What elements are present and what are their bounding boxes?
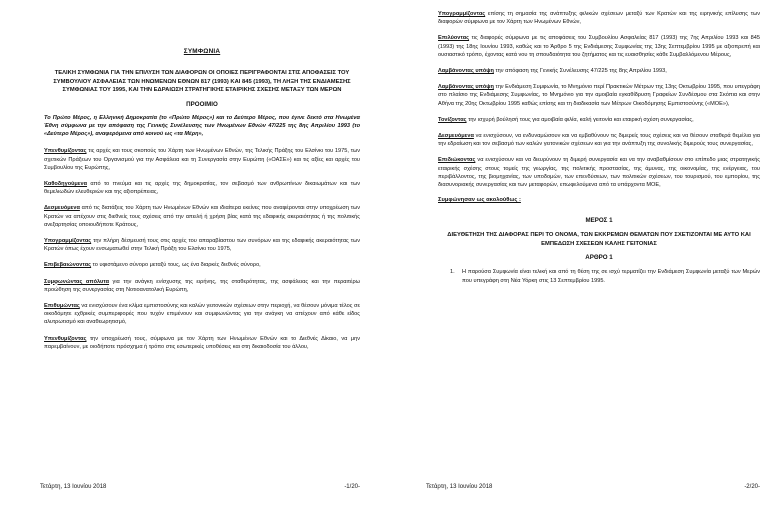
- recital-text: την απόφαση της Γενικής Συνέλευσης 47/225 της 8ης Απριλίου 1993,: [493, 68, 667, 75]
- agreed-statement: Συμφώνησαν ως ακολούθως :: [438, 197, 521, 204]
- article-item-number: 1.: [450, 269, 455, 276]
- recital-text: επίσης τη σημασία της ανάπτυξης φιλικών σχέσεων μεταξύ των Κρατών και της ειρηνικής επίλυσης των διαφορών σύμφωνα με τον Χάρτη των Ηνωμένων Εθνών,: [438, 11, 760, 26]
- recital-text: από τις διατάξεις του Χάρτη των Ηνωμένων Εθνών και ιδιαίτερα εκείνες που αναφέρονται στην υποχρέωση των Κρατών να απέχουν στις διεθνείς τους σχέσεις από την απειλή ή χρήση βίας κατά της εδαφικής ακεραιότητας ή της πολιτικής ανεξαρτησίας οποιουδήποτε Κράτους,: [44, 205, 360, 228]
- page-footer: [40, 484, 360, 490]
- part-heading: ΔΙΕΥΘΕΤΗΣΗ ΤΗΣ ΔΙΑΦΟΡΑΣ ΠΕΡΙ ΤΟ ΟΝΟΜΑ, ΤΩΝ ΕΚΚΡΕΜΩΝ ΘΕΜΑΤΩΝ ΠΟΥ ΣΧΕΤΙΖΟΝΤΑΙ ΜΕ ΑΥΤΟ ΚΑΙ ΕΜΠΕΔΩΣΗ ΣΧΕΣΕΩΝ ΚΑΛΗΣ ΓΕΙΤΟΝΙΑΣ: [447, 232, 751, 247]
- recital-lead: Λαμβάνοντας υπόψη: [438, 68, 494, 75]
- page-footer: [426, 484, 760, 490]
- recital-text: να ενισχύσουν και να διευρύνουν τη διμερή συνεργασία και να την αναβαθμίσουν στο επίπεδο μιας στρατηγικής εταιρικής σχέσης στους τομείς της γεωργίας, της πολιτικής προστασίας, της άμυνας, της οικονομίας, της ενέργειας, του περιβάλλοντος, της βιομηχανίας, των υποδομών, των επενδύσεων, των πολιτικών σχέσεων, του τουρισμού, του εμπορίου, της διασυνοριακής συνεργασίας και των μεταφορών, επωφελούμενα από τα υπάρχοντα ΜΟΕ,: [438, 157, 760, 189]
- recital-paragraph: [44, 147, 360, 172]
- recital-text: από το πνεύμα και τις αρχές της δημοκρατίας, τον σεβασμό των ανθρωπίνων δικαιωμάτων και των θεμελιωδών ελευθεριών και της αξιοπρέπειας,: [44, 181, 360, 196]
- recital-lead: Καθοδηγούμενα: [44, 181, 88, 187]
- recital-paragraph: [44, 335, 360, 351]
- recital-paragraph: [438, 116, 760, 124]
- footer-page-number: -1/20-: [344, 484, 360, 490]
- recital-lead: Υπενθυμίζοντας: [44, 148, 87, 155]
- recital-text: το υφιστάμενο σύνορο μεταξύ τους, ως ένα διαρκές διεθνές σύνορο,: [91, 262, 261, 269]
- article-title: ΑΡΘΡΟ 1: [585, 254, 613, 262]
- recital-paragraph: [44, 261, 360, 269]
- preamble-text: Το Πρώτο Μέρος, η Ελληνική Δημοκρατία (το «Πρώτο Μέρος») και το Δεύτερο Μέρος, που έγινε δεκτό στα Ηνωμένα Έθνη σύμφωνα με την απόφαση της Γενικής Συνέλευσης των Ηνωμένων Εθνών 47/225 της 8ης Απριλίου 1993 (το «Δεύτερο Μέρος»), αναφερόμενα από κοινού ως «τα Μέρη»,: [44, 114, 360, 138]
- page-2: [420, 0, 760, 512]
- footer-page-number: -2/20-: [744, 484, 760, 490]
- recital-paragraph: [438, 83, 760, 108]
- footer-date: Τετάρτη, 13 Ιουνίου 2018: [40, 484, 107, 490]
- recital-lead: Δεσμευόμενα: [44, 205, 80, 212]
- recital-lead: Λαμβάνοντας υπόψη: [438, 84, 494, 91]
- recital-text: τις αρχές και τους σκοπούς του Χάρτη των Ηνωμένων Εθνών, της Τελικής Πράξης του Ελσίνκι του 1975, των σχετικών Πράξεων του Οργανισμού για την Ασφάλεια και τη Συνεργασία στην Ευρώπη («ΟΑΣΕ») και τις αξίες και αρχές του Συμβουλίου της Ευρώπης,: [44, 148, 360, 171]
- recital-paragraph: [438, 10, 760, 26]
- recital-paragraph: [44, 302, 360, 327]
- recital-lead: Επιδιώκοντας: [438, 157, 476, 164]
- page-1: [20, 0, 360, 512]
- recital-lead: Δεσμευόμενα: [438, 133, 474, 140]
- article-item: [438, 268, 760, 284]
- preamble-title: ΠΡΟΟΙΜΙΟ: [186, 100, 218, 108]
- document-title: ΣΥΜΦΩΝΙΑ: [183, 48, 221, 55]
- recital-paragraph: [438, 132, 760, 148]
- recital-text: την ισχυρή βούλησή τους για αμοιβαία φιλία, καλή γειτονία και εταιρική σχέση συνεργασίας,: [466, 116, 694, 123]
- recital-paragraph: [438, 156, 760, 189]
- recital-paragraph: [44, 237, 360, 253]
- document-heading: ΤΕΛΙΚΗ ΣΥΜΦΩΝΙΑ ΓΙΑ ΤΗΝ ΕΠΙΛΥΣΗ ΤΩΝ ΔΙΑΦΟΡΩΝ ΟΙ ΟΠΟΙΕΣ ΠΕΡΙΓΡΑΦΟΝΤΑΙ ΣΤΙΣ ΑΠΟΦΑΣΕΙΣ ΤΟΥ ΣΥΜΒΟΥΛΙΟΥ ΑΣΦΑΛΕΙΑΣ ΤΩΝ ΗΝΩΜΕΝΩΝ ΕΘΝΩΝ 817 (1993) ΚΑΙ 845 (1993), ΤΗ ΛΗΞΗ ΤΗΣ ΕΝΔΙΑΜΕΣΗΣ ΣΥΜΦΩΝΙΑΣ ΤΟΥ 1995, ΚΑΙ ΤΗΝ ΕΔΡΑΙΩΣΗ ΣΤΡΑΤΗΓΙΚΗΣ ΕΤΑΙΡΙΚΗΣ ΣΧΕΣΗΣ ΜΕΤΑΞΥ ΤΩΝ ΜΕΡΩΝ: [53, 70, 351, 94]
- recital-text: τις διαφορές σύμφωνα με τις αποφάσεις του Συμβουλίου Ασφαλείας 817 (1993) της 7ης Απριλίου 1993 και 845 (1993) της 18ης Ιουνίου 1993, καθώς και το Άρθρο 5 της Ενδιάμεσης Συμφωνίας της 13ης Σεπτεμβρίου 1995 με αξιοπρεπή και ουσιαστικό τρόπο, έχοντας κατά νου τη σπουδαιότητα του ζητήματος και τις ευαισθησίες κάθε Συμβαλλόμενου Μέρους,: [438, 35, 760, 58]
- recital-paragraph: [438, 34, 760, 59]
- recital-lead: Συμφωνώντας απόλυτα: [44, 278, 110, 285]
- recital-paragraph: [438, 67, 760, 75]
- recital-lead: Επιθυμώντας: [44, 303, 80, 310]
- part-title: ΜΕΡΟΣ 1: [585, 217, 613, 225]
- recital-text: να ενισχύσουν, να ενδυναμώσουν και να εμβαθύνουν τις διμερείς τους σχέσεις και να θέσουν σταθερά θεμέλια για την εδραίωση και τον σεβασμό των καλών γειτονικών σχέσεων και για την ανάπτυξη της συνολικής διμερούς τους συνεργασίας,: [438, 133, 760, 148]
- footer-date: Τετάρτη, 13 Ιουνίου 2018: [426, 484, 493, 490]
- recital-paragraph: [44, 278, 360, 294]
- recital-text: την πλήρη δέσμευσή τους στις αρχές του απαραβίαστου των συνόρων και της εδαφικής ακεραιότητας των Κρατών όπως έχουν ενσωματωθεί στην Τελική Πράξη του Ελσίνκι του 1975,: [44, 238, 360, 253]
- recital-lead: Επιβεβαιώνοντας: [44, 262, 92, 269]
- recital-text: την Ενδιάμεση Συμφωνία, το Μνημόνιο περί Πρακτικών Μέτρων της 13ης Οκτωβρίου 1995, που υπεγράφη στο πλαίσιο της Ενδιάμεσης Συμφωνίας, το Μνημόνιο για την αμοιβαία εγκαθίδρυση Γραφείων Συνδέσμου στα Σκόπια και στην Αθήνα της 20ης Οκτωβρίου 1995 καθώς επίσης και τη διαδικασία των Μέτρων Οικοδόμησης Εμπιστοσύνης («ΜΟΕ»),: [438, 84, 760, 107]
- recital-paragraph: [44, 204, 360, 229]
- recital-lead: Υπενθυμίζοντας: [44, 335, 87, 342]
- recital-lead: Επιλύοντας: [438, 35, 470, 42]
- recital-lead: Υπογραμμίζοντας: [44, 238, 92, 245]
- article-item-text: Η παρούσα Συμφωνία είναι τελική και από τη θέση της σε ισχύ τερματίζει την Ενδιάμεση Συμφωνία μεταξύ των Μερών που υπεγράφη στη Νέα Υόρκη στις 13 Σεπτεμβρίου 1995.: [462, 269, 760, 284]
- recital-text: την υποχρέωσή τους, σύμφωνα με τον Χάρτη των Ηνωμένων Εθνών και το Διεθνές Δίκαιο, να μην παρεμβαίνουν, με οιοδήποτε πρόσχημα ή τρόπο στις εσωτερικές υποθέσεις και στη δικαιοδοσία του άλλου,: [44, 335, 360, 350]
- recital-paragraph: [44, 180, 360, 196]
- recital-text: να ενισχύσουν ένα κλίμα εμπιστοσύνης και καλών γειτονικών σχέσεων στην περιοχή, να θέσουν μόνιμα τέλος σε οικοδόμητε εχθρικές συμπεριφορές που τυχόν επιμένουν και συμφωνώντας για την ανάγκη να απέχουν από κάθε είδος αλυτρωτισμό και αναθεωρητισμό,: [44, 303, 360, 326]
- recital-lead: Υπογραμμίζοντας: [438, 11, 486, 17]
- recital-text: για την ανάγκη ενίσχυσης της ειρήνης, της σταθερότητας, της ασφάλειας και την περαιτέρω προώθηση της συνεργασίας στη Νοτιοανατολική Ευρώπη,: [44, 278, 360, 293]
- recital-lead: Τονίζοντας: [438, 116, 467, 123]
